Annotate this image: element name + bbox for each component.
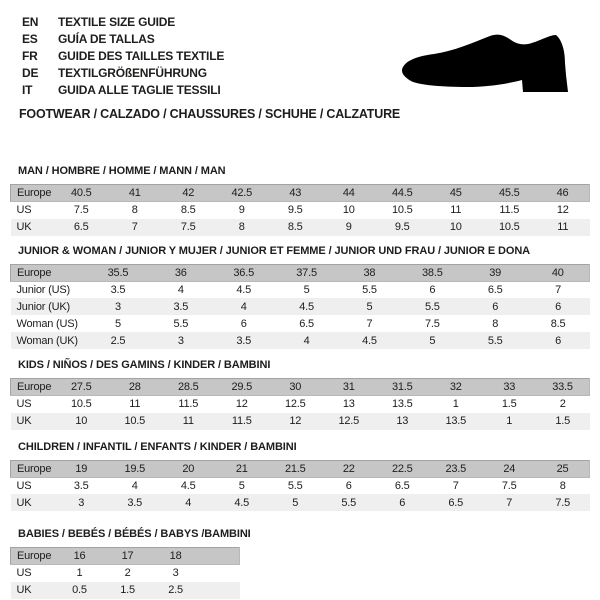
size-cell: 13 [342,398,355,411]
size-cell: 5.5 [173,317,189,330]
size-cell: 5 [366,300,373,313]
size-tables [10,165,600,599]
size-cell: 1 [76,567,83,580]
row-label: Woman (UK) [16,334,78,347]
size-cell: 3.5 [110,283,126,296]
size-cell: 7.5 [180,221,196,233]
size-cell: 36.5 [212,264,275,281]
size-cell: 19 [55,460,109,477]
size-cell: 11.5 [178,398,199,411]
size-cell: 3.5 [236,334,252,347]
size-cell: 1.5 [555,415,571,427]
size-cell: 20 [162,460,216,477]
language-code: DE [22,65,39,80]
language-code: IT [22,82,33,97]
table-row [11,477,590,494]
size-cell: 6.5 [299,317,314,330]
table-title-kids: KIDS / NIÑOS / DES GAMINS / KINDER / BAMBINI [18,359,271,371]
size-cell: 7 [452,479,459,492]
size-cell: 11 [129,398,141,411]
size-cell: 22.5 [376,460,430,477]
row-label: Junior (UK) [16,300,70,313]
size-cell: 8.5 [287,221,303,233]
size-cell: 33 [483,379,537,396]
size-cell: 19.5 [108,460,162,477]
size-table-babies [10,547,240,599]
size-cell: 10 [75,415,88,427]
table-row [11,413,590,430]
size-cell: 13.5 [391,398,413,411]
size-cell: 7.5 [73,204,89,217]
page-header [0,0,600,121]
size-cell: 3 [114,300,121,313]
size-cell: 4 [185,496,192,509]
size-cell: 4 [177,283,184,296]
size-cell: 4.5 [299,300,314,313]
row-label: Woman (US) [16,317,78,330]
size-cell: 2 [124,567,131,580]
section-kids [10,359,600,430]
language-label: TEXTILGRÖßENFÜHRUNG [58,65,207,80]
size-cell: 24 [483,460,537,477]
size-cell: 3 [78,496,85,509]
size-cell: 1.5 [501,398,517,411]
table-row [11,219,590,236]
size-cell: 17 [104,548,152,565]
size-table-junior-woman [10,264,590,350]
size-cell: 9 [345,221,352,233]
size-cell: 5 [238,479,245,492]
size-cell: 9 [238,204,245,217]
size-cell: 38.5 [401,264,464,281]
size-cell: 7.5 [555,496,571,509]
language-label: GUÍA DE TALLAS [58,31,155,46]
size-cell: 8 [131,204,138,217]
size-cell: 8.5 [180,204,196,217]
size-cell: 30 [269,379,323,396]
size-cell: 25 [536,460,590,477]
size-cell: 12 [235,398,248,411]
size-cell: 23.5 [429,460,483,477]
language-row [22,13,600,30]
table-title-junior-woman: JUNIOR & WOMAN / JUNIOR Y MUJER / JUNIOR ET FEMME / JUNIOR UND FRAU / JUNIOR E DONA [18,244,531,257]
size-cell: 3.5 [73,479,89,492]
size-cell: 38 [338,264,401,281]
size-cell: 2.5 [110,334,126,347]
size-cell: 36 [149,264,212,281]
size-table-children [10,460,590,512]
size-cell: 11 [450,204,462,217]
size-cell: 4 [240,300,247,313]
size-cell: 37.5 [275,264,338,281]
size-cell: 11 [182,415,194,427]
row-label: UK [16,415,32,427]
table-row [11,494,590,511]
size-cell: 6 [555,334,562,347]
size-cell: 2 [559,398,566,411]
size-cell: 31.5 [376,379,430,396]
row-label: Europe [11,379,55,396]
size-cell: 35.5 [87,264,150,281]
size-cell: 1 [452,398,459,411]
size-cell: 11 [557,221,569,233]
size-cell: 18 [152,548,200,565]
table-row [11,565,240,582]
size-cell: 42 [162,185,216,202]
row-label: UK [16,221,32,233]
size-cell: 13.5 [445,415,467,427]
row-label: US [16,204,32,217]
size-cell: 39 [464,264,527,281]
row-label: Europe [11,548,56,565]
size-cell: 10.5 [498,221,520,233]
table-header-row [11,379,590,396]
size-cell: 3 [177,334,184,347]
language-code: FR [22,48,38,63]
size-cell: 29.5 [215,379,269,396]
size-cell: 9.5 [394,221,410,233]
size-cell: 5.5 [424,300,440,313]
table-row [11,315,590,332]
row-label: US [16,398,32,411]
size-cell: 7 [506,496,513,509]
filler-cell [200,548,240,565]
size-cell: 5.5 [287,479,303,492]
row-label: UK [16,496,32,509]
size-cell: 8 [238,221,245,233]
section-children [10,441,600,512]
section-man [10,165,600,236]
size-cell: 3.5 [127,496,143,509]
table-row [11,582,240,599]
language-label: GUIDE DES TAILLES TEXTILE [58,48,225,63]
language-code: ES [22,31,38,46]
table-row [11,281,590,298]
size-cell: 10.5 [124,415,146,427]
size-cell: 11.5 [499,204,520,217]
size-cell: 3.5 [173,300,189,313]
size-cell: 5 [114,317,121,330]
size-cell: 7 [555,283,562,296]
size-cell: 27.5 [55,379,109,396]
size-cell: 21 [215,460,269,477]
table-header-row [11,460,590,477]
size-cell: 22 [322,460,376,477]
size-cell: 6 [492,300,499,313]
dress-shoe-icon [402,33,570,95]
size-cell: 6 [240,317,247,330]
size-cell: 6 [555,300,562,313]
size-cell: 4.5 [362,334,377,347]
size-cell: 8 [559,479,566,492]
size-cell: 10.5 [391,204,413,217]
size-cell: 4 [131,479,138,492]
size-table-man [10,184,590,236]
size-cell: 33.5 [536,379,590,396]
row-label: Junior (US) [16,283,70,296]
size-cell: 45.5 [483,185,537,202]
size-cell: 32 [429,379,483,396]
size-cell: 6.5 [73,221,89,233]
table-title-man: MAN / HOMBRE / HOMME / MANN / MAN [18,165,226,177]
size-cell: 5.5 [341,496,357,509]
size-cell: 13 [396,415,409,427]
size-cell: 16 [55,548,103,565]
size-cell: 28 [108,379,162,396]
size-cell: 46 [536,185,590,202]
size-cell: 8.5 [550,317,566,330]
table-header-row [11,548,240,565]
size-cell: 10.5 [70,398,92,411]
row-label: Europe [11,460,55,477]
size-cell: 6 [429,283,436,296]
size-cell: 42.5 [215,185,269,202]
size-cell: 31 [322,379,376,396]
row-label: US [16,567,32,580]
size-cell: 4.5 [234,496,250,509]
language-code: EN [22,14,39,29]
size-cell: 1 [506,415,513,427]
size-cell: 6.5 [448,496,464,509]
table-header-row [11,264,590,281]
category-line: FOOTWEAR / CALZADO / CHAUSSURES / SCHUHE / CALZATURE [19,107,401,121]
size-cell: 0.5 [72,584,87,596]
size-cell: 45 [429,185,483,202]
table-row [11,396,590,413]
size-cell: 44.5 [376,185,430,202]
size-cell: 5 [292,496,299,509]
table-row [11,332,590,349]
size-cell: 2.5 [168,584,183,596]
table-row [11,202,590,219]
size-cell: 9.5 [287,204,303,217]
size-cell: 28.5 [162,379,216,396]
table-title-children: CHILDREN / INFANTIL / ENFANTS / KINDER / BAMBINI [18,440,297,453]
size-cell: 12 [289,415,302,427]
size-cell: 1.5 [120,584,135,596]
size-cell: 5 [429,334,436,347]
size-cell: 12.5 [284,398,306,411]
row-label: US [16,479,32,492]
language-label: GUIDA ALLE TAGLIE TESSILI [58,82,221,97]
size-cell: 4.5 [236,283,252,296]
size-cell: 12.5 [338,415,360,427]
row-label: UK [16,584,32,596]
row-label: Europe [11,185,55,202]
size-table-kids [10,378,590,430]
size-cell: 7.5 [424,317,440,330]
size-cell: 40.5 [55,185,109,202]
size-cell: 10 [342,204,355,217]
language-label: TEXTILE SIZE GUIDE [58,14,176,29]
filler-cell [200,565,240,582]
size-cell: 5.5 [362,283,377,296]
size-cell: 8 [492,317,499,330]
row-label: Europe [11,264,87,281]
size-cell: 6.5 [394,479,410,492]
size-cell: 21.5 [269,460,323,477]
size-cell: 4.5 [180,479,196,492]
size-cell: 5.5 [487,334,503,347]
size-cell: 11.5 [231,415,252,427]
size-cell: 5 [303,283,310,296]
size-cell: 43 [269,185,323,202]
section-junior-woman [10,245,600,350]
filler-cell [200,582,240,599]
size-cell: 12 [556,204,569,217]
size-cell: 10 [449,221,462,233]
size-cell: 41 [108,185,162,202]
size-cell: 7.5 [501,479,517,492]
table-title-babies: BABIES / BEBÉS / BÉBÉS / BABYS /BAMBINI [18,528,251,540]
section-babies [10,528,600,599]
size-cell: 3 [172,567,179,580]
size-cell: 4 [303,334,310,347]
size-cell: 6 [345,479,352,492]
table-row [11,298,590,315]
size-cell: 44 [322,185,376,202]
size-cell: 7 [366,317,373,330]
size-cell: 6.5 [487,283,503,296]
table-header-row [11,185,590,202]
size-cell: 40 [527,264,590,281]
size-cell: 7 [131,221,138,233]
size-cell: 6 [399,496,406,509]
